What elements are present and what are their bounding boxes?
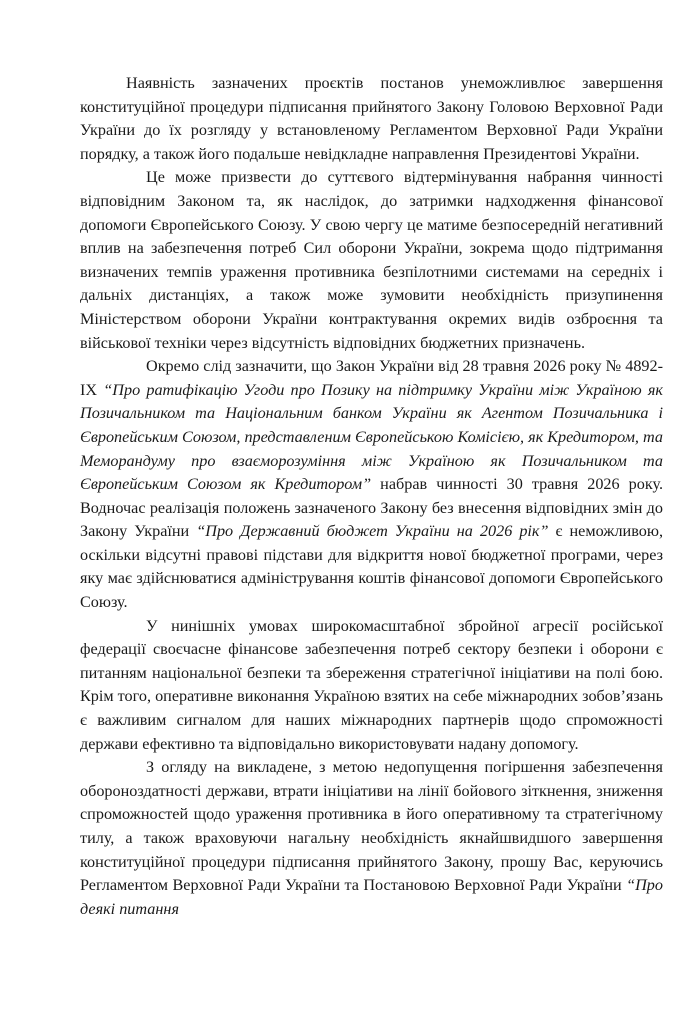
paragraph-4 (80, 615, 663, 757)
paragraph-1-text: Наявність зазначених проєктів постанов унеможливлює завершення конституційної процедури підписання прийнятого Закону Головою Верховної Ради України до їх розгляду у встановленому Регламентом Верховної Ради України порядку, а також його подальше невідкладне направлення Президентові України. (80, 74, 663, 163)
paragraph-2-text: Це може призвести до суттєвого відтермінування набрання чинності відповідним Законом та, як наслідок, до затримки надходження фінансової допомоги Європейського Союзу. У свою чергу це матиме безпосередній негативний вплив на забезпечення потреб Сил оборони України, зокрема щодо підтримання визначених темпів ураження противника безпілотними системами на середніх і дальніх дистанціях, а також може зумовити необхідність призупинення Міністерством оборони України контрактування окремих видів озброєння та військової техніки через відсутність відповідних бюджетних призначень. (80, 168, 663, 352)
paragraph-5 (80, 756, 663, 921)
law-title-budget: “Про Державний бюджет України на 2026 рік” (196, 522, 549, 541)
paragraph-1 (80, 72, 663, 166)
resolution-title: “Про деякі питання (80, 876, 663, 918)
paragraph-3-text-e: є неможливою, оскільки відсутні правові підстави для відкриття нової бюджетної програми, через яку має здійснюватися адміністрування коштів фінансової допомоги Європейського Союзу. (80, 522, 663, 612)
paragraph-3-text-c: набрав чинності 30 травня 2026 року. Водночас реалізація положень зазначеного Закону без внесення відповідних змін до Закону України (80, 475, 663, 541)
paragraph-4-text: У нинішніх умовах широкомасштабної збройної агресії російської федерації своєчасне фінансове забезпечення потреб сектору безпеки і оборони є питанням національної безпеки та збереження стратегічної ініціативи на полі бою. Крім того, оперативне виконання Україною взятих на себе міжнародних зобов’язань є важливим сигналом для наших міжнародних партнерів щодо спроможності держави ефективно та відповідально використовувати надану допомогу. (80, 616, 663, 753)
document-page (80, 72, 663, 921)
paragraph-3 (80, 355, 663, 615)
law-title-ratification: “Про ратифікацію Угоди про Позику на підтримку України між Україною як Позичальником та Національним банком України як Агентом Позичальника і Європейським Союзом, представленим Європейською Комісією, як Кредитором, та Меморандуму про взаєморозуміння між Україною як Позичальником та Європейським Союзом як Кредитором” (80, 380, 663, 494)
paragraph-5-text-a: З огляду на викладене, з метою недопущення погіршення забезпечення обороноздатності держави, втрати ініціативи на лінії бойового зіткнення, зниження спроможностей щодо ураження противника в його оперативному та стратегічному тилу, а також враховуючи нагальну необхідність якнайшвидшого завершення конституційної процедури підписання прийнятого Закону, прошу Вас, керуючись Регламентом Верховної Ради України та Постановою Верховної Ради України (80, 758, 663, 895)
paragraph-2 (80, 166, 663, 355)
paragraph-3-text-a: Окремо слід зазначити, що Закон України від 28 травня 2026 року № 4892-IX (80, 357, 663, 399)
